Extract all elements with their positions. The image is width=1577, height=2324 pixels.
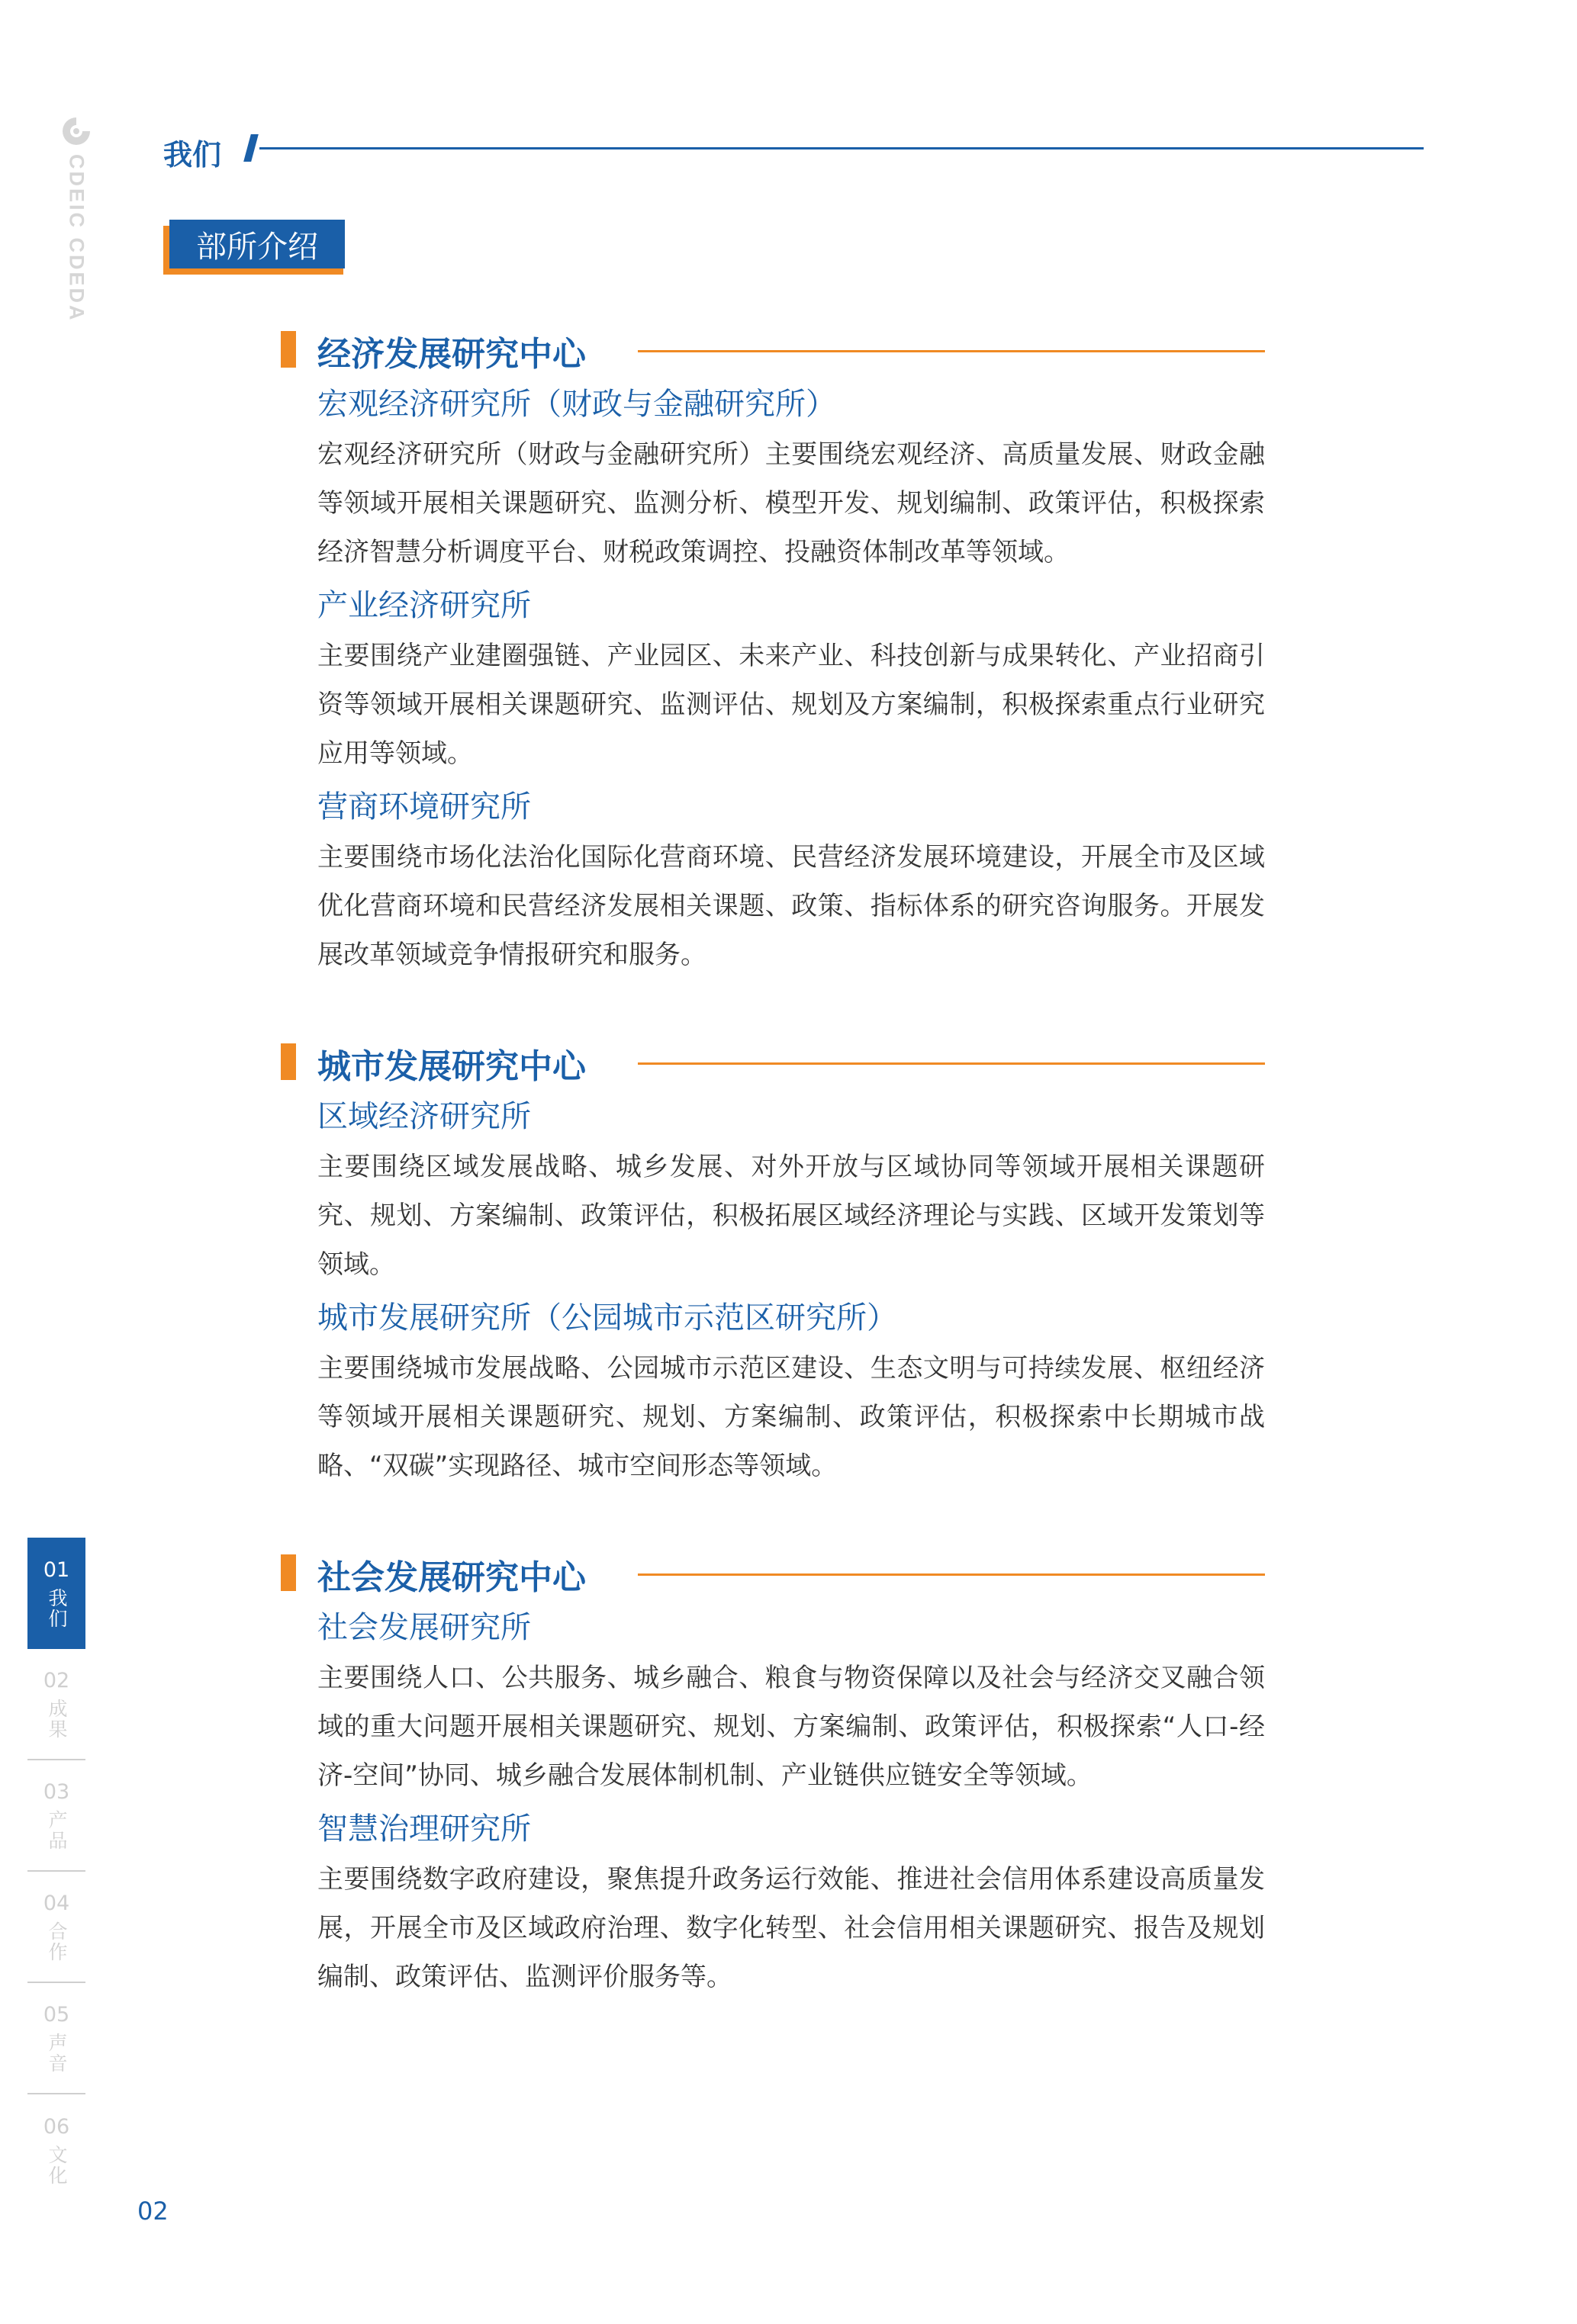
institute-block [317, 383, 1265, 577]
center-header [281, 1033, 1265, 1088]
chapter-label: 声音 [46, 2032, 68, 2074]
institute-description: 主要围绕市场化法治化国际化营商环境、民营经济发展环境建设，开展全市及区域优化营商环境和民营经济发展相关课题、政策、指标体系的研究咨询服务。开展发展改革领域竞争情报研究和服务。 [317, 842, 1265, 970]
chapter-nav-item-results[interactable] [27, 1649, 85, 1760]
institute-description: 主要围绕城市发展战略、公园城市示范区建设、生态文明与可持续发展、枢纽经济等领域开展相关课题研究、规划、方案编制、政策评估，积极探索中长期城市战略、“双碳”实现路径、城市空间形态等领域。 [317, 1353, 1265, 1481]
institute-title: 区域经济研究所 [317, 1099, 531, 1134]
centers-content [281, 320, 1265, 2055]
institute-description: 主要围绕区域发展战略、城乡发展、对外开放与区域协同等领域开展相关课题研究、规划、方案编制、政策评估，积极拓展区域经济理论与实践、区域开发策划等领域。 [317, 1152, 1265, 1280]
institute-block [317, 584, 1265, 778]
chapter-label: 文化 [46, 2144, 68, 2186]
brand-text: CDEIC CDEDA [65, 154, 89, 323]
institute-description: 宏观经济研究所（财政与金融研究所）主要围绕宏观经济、高质量发展、财政金融等领域开展相关课题研究、监测分析、模型开发、规划编制、政策评估，积极探索经济智慧分析调度平台、财税政策调控、投融资体制改革等领域。 [317, 439, 1265, 567]
header-slash-divider [243, 134, 259, 162]
section-label: 我们 [163, 138, 222, 172]
institute-title: 城市发展研究所（公园城市示范区研究所） [317, 1300, 897, 1336]
chapter-nav-item-cooperation[interactable] [27, 1872, 85, 1983]
cdeic-swirl-logo-icon [60, 114, 93, 148]
center-rule [638, 350, 1265, 352]
chapter-nav-item-culture[interactable] [27, 2094, 85, 2206]
institute-block [317, 1606, 1265, 1800]
center-title: 社会发展研究中心 [317, 1558, 586, 1597]
chapter-nav-item-voice[interactable] [27, 1983, 85, 2094]
department-heading: 部所介绍 [169, 220, 345, 268]
brand-mark [60, 114, 93, 323]
center-rule [638, 1062, 1265, 1065]
chapter-label: 成果 [46, 1698, 68, 1740]
center-title: 城市发展研究中心 [317, 1047, 586, 1086]
center-header [281, 1544, 1265, 1599]
center-rule [638, 1573, 1265, 1576]
institute-title: 产业经济研究所 [317, 588, 531, 623]
center-economic [281, 320, 1265, 979]
chapter-number: 06 [43, 2114, 70, 2139]
chapter-number: 02 [43, 1668, 70, 1692]
center-title: 经济发展研究中心 [317, 335, 586, 374]
chapter-nav-item-us[interactable] [27, 1538, 85, 1649]
page-number: 02 [137, 2197, 169, 2226]
center-marker [281, 1043, 296, 1080]
center-header [281, 320, 1265, 375]
chapter-number: 01 [43, 1557, 70, 1582]
institute-title: 智慧治理研究所 [317, 1811, 531, 1847]
center-urban [281, 1033, 1265, 1490]
chapter-nav-item-products[interactable] [27, 1760, 85, 1872]
institute-title: 营商环境研究所 [317, 789, 531, 824]
chapter-number: 05 [43, 2002, 70, 2027]
institute-block [317, 1808, 1265, 2001]
center-marker [281, 1554, 296, 1591]
header-rule [259, 147, 1424, 149]
institute-title: 宏观经济研究所（财政与金融研究所） [317, 387, 836, 422]
chapter-label: 产品 [46, 1809, 68, 1851]
institute-block [317, 1095, 1265, 1289]
chapter-nav [27, 1538, 85, 2206]
chapter-number: 04 [43, 1891, 70, 1915]
institute-description: 主要围绕数字政府建设，聚焦提升政务运行效能、推进社会信用体系建设高质量发展，开展全市及区域政府治理、数字化转型、社会信用相关课题研究、报告及规划编制、政策评估、监测评价服务等。 [317, 1864, 1265, 1992]
institute-description: 主要围绕产业建圈强链、产业园区、未来产业、科技创新与成果转化、产业招商引资等领域开展相关课题研究、监测评估、规划及方案编制，积极探索重点行业研究应用等领域。 [317, 641, 1265, 769]
institute-block [317, 786, 1265, 979]
institute-description: 主要围绕人口、公共服务、城乡融合、粮食与物资保障以及社会与经济交叉融合领域的重大问题开展相关课题研究、规划、方案编制、政策评估，积极探索“人口-经济-空间”协同、城乡融合发展体制机制、产业链供应链安全等领域。 [317, 1663, 1265, 1791]
center-social [281, 1544, 1265, 2001]
institute-block [317, 1297, 1265, 1490]
institute-title: 社会发展研究所 [317, 1610, 531, 1645]
center-marker [281, 331, 296, 368]
chapter-label: 合作 [46, 1921, 68, 1962]
chapter-label: 我们 [46, 1587, 68, 1629]
chapter-number: 03 [43, 1779, 70, 1804]
